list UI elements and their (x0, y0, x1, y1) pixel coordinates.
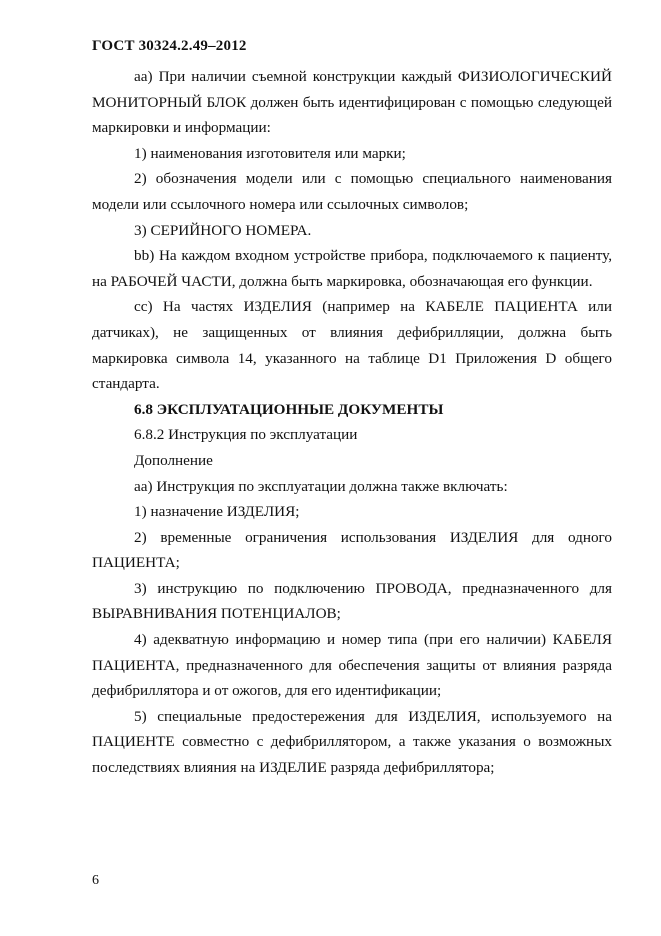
paragraph-aa-detachable: аа) При наличии съемной конструкции каждый ФИЗИОЛОГИЧЕСКИЙ МОНИТОРНЫЙ БЛОК должен быть идентифицирован с помощью следующей маркировки и информации: (92, 68, 612, 137)
paragraph-cc-defibrillation: cc) На частях ИЗДЕЛИЯ (например на КАБЕЛЕ ПАЦИЕНТА или датчиках), не защищенных от влияния дефибрилляции, должна быть маркировка символа 14, указанного на таблице D1 Приложения D общего стандарта. (92, 298, 612, 393)
standard-header: ГОСТ 30324.2.49–2012 (92, 38, 247, 54)
paragraph-addition: Дополнение (134, 451, 213, 469)
subsection-6-8-2: 6.8.2 Инструкция по эксплуатации (134, 426, 358, 444)
document-body (92, 64, 612, 781)
paragraph-item-1-purpose: 1) назначение ИЗДЕЛИЯ; (134, 503, 300, 521)
paragraph-item-4-cable-info: 4) адекватную информацию и номер типа (при его наличии) КАБЕЛЯ ПАЦИЕНТА, предназначенного для обеспечения защиты от влияния разряда дефибриллятора и от ожогов, для его идентификации; (92, 631, 612, 700)
paragraph-bb-input-device: bb) На каждом входном устройстве прибора, подключаемого к пациенту, на РАБОЧЕЙ ЧАСТИ, должна быть маркировка, обозначающая его функции. (92, 247, 612, 290)
paragraph-item-3-serial: 3) СЕРИЙНОГО НОМЕРА. (134, 221, 312, 239)
paragraph-item-2-time-limits: 2) временные ограничения использования ИЗДЕЛИЯ для одного ПАЦИЕНТА; (92, 528, 612, 572)
paragraph-item-5-warnings: 5) специальные предостережения для ИЗДЕЛИЯ, используемого на ПАЦИЕНТЕ совместно с дефибриллятором, а также указания о возможных последствиях влияния на ИЗДЕЛИЕ разряда дефибриллятора; (92, 707, 612, 777)
paragraph-item-2-model: 2) обозначения модели или с помощью специального наименования модели или ссылочного номера или ссылочных символов; (92, 170, 612, 213)
paragraph-item-3-wire: 3) инструкцию по подключению ПРОВОДА, предназначенного для ВЫРАВНИВАНИЯ ПОТЕНЦИАЛОВ; (92, 579, 612, 623)
page-number: 6 (92, 873, 99, 888)
section-heading-6-8: 6.8 ЭКСПЛУАТАЦИОННЫЕ ДОКУМЕНТЫ (134, 400, 444, 418)
paragraph-aa-instructions: аа) Инструкция по эксплуатации должна также включать: (134, 477, 508, 495)
paragraph-item-1-manufacturer: 1) наименования изготовителя или марки; (134, 144, 406, 162)
